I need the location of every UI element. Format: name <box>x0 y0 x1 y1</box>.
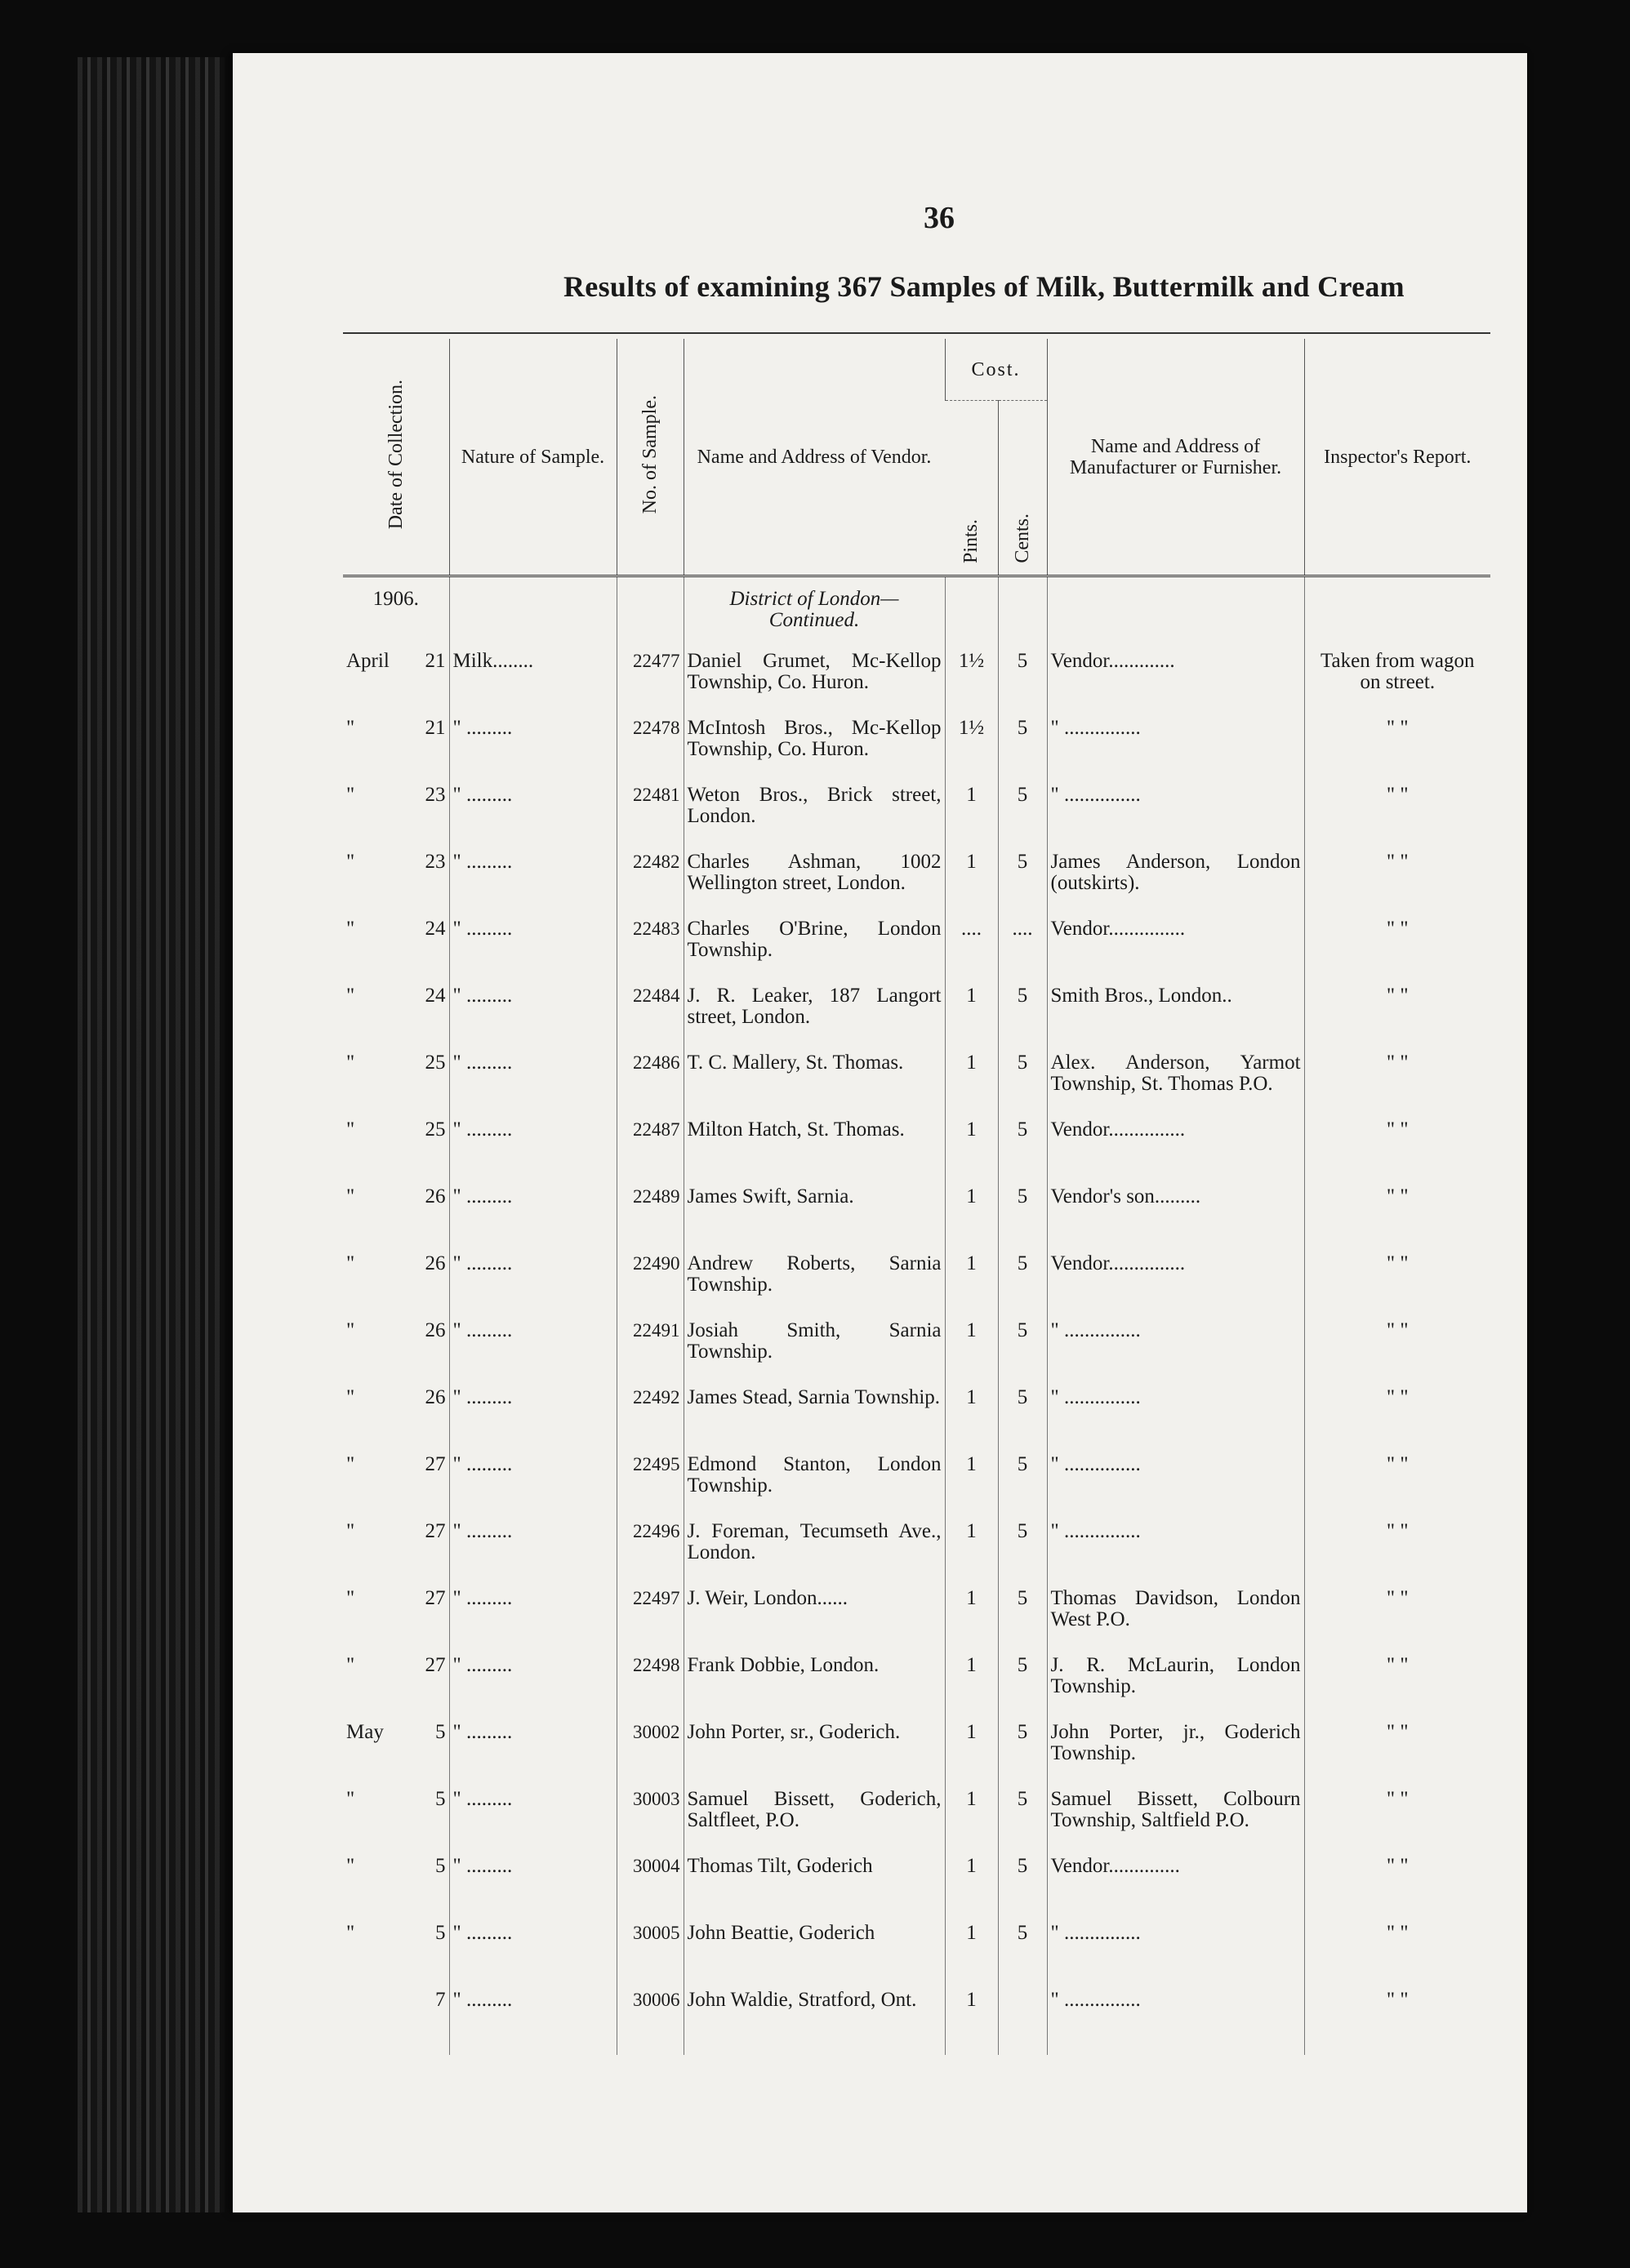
table-row <box>343 716 1490 783</box>
cents-cell: 5 <box>998 1452 1047 1519</box>
book-binding-edge <box>78 57 225 2212</box>
vendor-cell: John Beattie, Goderich <box>684 1921 945 1988</box>
nature-cell: Milk........ <box>449 649 617 716</box>
manufacturer-cell: Thomas Davidson, London West P.O. <box>1047 1586 1304 1653</box>
day-text: 26 <box>425 1386 446 1408</box>
date-cell <box>343 1118 449 1185</box>
table-row <box>343 1051 1490 1118</box>
pints-cell: 1 <box>945 1118 998 1185</box>
pints-cell: 1 <box>945 1385 998 1452</box>
nature-cell: " ......... <box>449 1653 617 1720</box>
pints-cell: 1 <box>945 1854 998 1921</box>
report-cell: " " <box>1304 1452 1490 1519</box>
number-cell: 22484 <box>617 984 684 1051</box>
nature-cell: " ......... <box>449 1252 617 1319</box>
table-row <box>343 1385 1490 1452</box>
date-cell <box>343 850 449 917</box>
header-cents: Cents. <box>998 401 1047 576</box>
report-cell: " " <box>1304 1185 1490 1252</box>
day-text: 23 <box>425 851 446 873</box>
report-cell: " " <box>1304 783 1490 850</box>
pints-cell: 1 <box>945 1452 998 1519</box>
nature-cell: " ......... <box>449 1921 617 1988</box>
nature-cell: " ......... <box>449 1185 617 1252</box>
pints-cell: 1 <box>945 1319 998 1385</box>
month-text: " <box>346 1587 355 1609</box>
number-cell: 22481 <box>617 783 684 850</box>
table-row <box>343 1921 1490 1988</box>
manufacturer-cell: Vendor.............. <box>1047 1854 1304 1921</box>
manufacturer-cell: " ............... <box>1047 716 1304 783</box>
cents-cell: 5 <box>998 984 1047 1051</box>
vendor-cell: Thomas Tilt, Goderich <box>684 1854 945 1921</box>
day-text: 23 <box>425 784 446 806</box>
header-pints: Pints. <box>960 518 982 563</box>
header-sample-number: No. of Sample. <box>617 339 684 576</box>
date-cell <box>343 1452 449 1519</box>
header-manufacturer: Name and Address of Manufacturer or Furnisher. <box>1047 339 1304 576</box>
table-row <box>343 850 1490 917</box>
number-cell: 22487 <box>617 1118 684 1185</box>
vendor-cell: J. Weir, London...... <box>684 1586 945 1653</box>
report-cell: " " <box>1304 917 1490 984</box>
district-label: District of London— Continued. <box>684 576 945 650</box>
nature-cell: " ......... <box>449 917 617 984</box>
day-text: 27 <box>425 1587 446 1609</box>
date-cell <box>343 649 449 716</box>
day-text: 26 <box>425 1185 446 1207</box>
nature-cell: " ......... <box>449 783 617 850</box>
day-text: 24 <box>425 918 446 940</box>
vendor-cell: Weton Bros., Brick street, London. <box>684 783 945 850</box>
pints-cell: 1 <box>945 1653 998 1720</box>
nature-cell: " ......... <box>449 1787 617 1854</box>
number-cell: 22497 <box>617 1586 684 1653</box>
manufacturer-cell: " ............... <box>1047 1319 1304 1385</box>
day-text: 21 <box>425 650 446 672</box>
report-cell: " " <box>1304 1854 1490 1921</box>
nature-cell: " ......... <box>449 1051 617 1118</box>
table-row <box>343 1185 1490 1252</box>
manufacturer-cell: " ............... <box>1047 1519 1304 1586</box>
table-row <box>343 917 1490 984</box>
day-text: 21 <box>425 717 446 739</box>
year-row <box>343 576 1490 650</box>
nature-cell: " ......... <box>449 1519 617 1586</box>
month-text: " <box>346 1520 355 1542</box>
manufacturer-cell: Vendor's son......... <box>1047 1185 1304 1252</box>
date-cell <box>343 783 449 850</box>
month-text: " <box>346 1319 355 1341</box>
pints-cell: 1 <box>945 1185 998 1252</box>
pints-cell: 1 <box>945 1988 998 2055</box>
number-cell: 30006 <box>617 1988 684 2055</box>
vendor-cell: Samuel Bissett, Goderich, Saltfleet, P.O. <box>684 1787 945 1854</box>
pints-cell: 1 <box>945 984 998 1051</box>
header-vendor: Name and Address of Vendor. <box>684 339 945 576</box>
pints-cell: .... <box>945 917 998 984</box>
cents-cell: 5 <box>998 1787 1047 1854</box>
cents-cell: 5 <box>998 1252 1047 1319</box>
date-cell <box>343 1854 449 1921</box>
title-rule <box>343 332 1490 334</box>
day-text: 25 <box>425 1118 446 1141</box>
date-cell <box>343 1653 449 1720</box>
table-row <box>343 1720 1490 1787</box>
number-cell: 22486 <box>617 1051 684 1118</box>
day-text: 27 <box>425 1453 446 1475</box>
table-row <box>343 984 1490 1051</box>
month-text: " <box>346 1654 355 1676</box>
table-row <box>343 1252 1490 1319</box>
cents-cell: 5 <box>998 716 1047 783</box>
month-text: " <box>346 1855 355 1877</box>
report-cell: " " <box>1304 716 1490 783</box>
manufacturer-cell: Smith Bros., London.. <box>1047 984 1304 1051</box>
month-text: " <box>346 784 355 806</box>
report-cell: " " <box>1304 1586 1490 1653</box>
date-cell <box>343 917 449 984</box>
pints-cell: 1 <box>945 1787 998 1854</box>
number-cell: 30003 <box>617 1787 684 1854</box>
date-cell <box>343 1720 449 1787</box>
month-text: " <box>346 1185 355 1207</box>
date-cell <box>343 1185 449 1252</box>
nature-cell: " ......... <box>449 1118 617 1185</box>
number-cell: 22490 <box>617 1252 684 1319</box>
table-row <box>343 1653 1490 1720</box>
cents-cell: 5 <box>998 1586 1047 1653</box>
table-row <box>343 1586 1490 1653</box>
table-row <box>343 1452 1490 1519</box>
table-row <box>343 1118 1490 1185</box>
report-cell: " " <box>1304 1519 1490 1586</box>
date-cell <box>343 1921 449 1988</box>
pints-cell: 1 <box>945 1921 998 1988</box>
table-row <box>343 1854 1490 1921</box>
date-cell <box>343 984 449 1051</box>
day-text: 26 <box>425 1252 446 1274</box>
day-text: 27 <box>425 1520 446 1542</box>
header-date: Date of Collection. <box>385 379 407 530</box>
header-cost: Cost. <box>945 339 1047 401</box>
manufacturer-cell: " ............... <box>1047 1988 1304 2055</box>
day-text: 25 <box>425 1052 446 1074</box>
month-text: May <box>346 1721 384 1743</box>
cents-cell: 5 <box>998 1921 1047 1988</box>
pints-cell: 1 <box>945 1519 998 1586</box>
report-cell: " " <box>1304 1252 1490 1319</box>
manufacturer-cell: Vendor............... <box>1047 917 1304 984</box>
date-cell <box>343 1319 449 1385</box>
month-text: " <box>346 1788 355 1810</box>
pints-cell: 1½ <box>945 649 998 716</box>
year-label: 1906. <box>372 588 419 610</box>
report-cell: " " <box>1304 850 1490 917</box>
table-row <box>343 783 1490 850</box>
date-cell <box>343 1385 449 1452</box>
table-row <box>343 1519 1490 1586</box>
report-cell: " " <box>1304 1720 1490 1787</box>
number-cell: 30005 <box>617 1921 684 1988</box>
table-row <box>343 649 1490 716</box>
month-text: April <box>346 650 390 672</box>
cents-cell: 5 <box>998 1185 1047 1252</box>
vendor-cell: John Porter, sr., Goderich. <box>684 1720 945 1787</box>
month-text: " <box>346 1252 355 1274</box>
nature-cell: " ......... <box>449 1586 617 1653</box>
vendor-cell: Charles O'Brine, London Township. <box>684 917 945 984</box>
vendor-cell: J. R. Leaker, 187 Langort street, London. <box>684 984 945 1051</box>
vendor-cell: Andrew Roberts, Sarnia Township. <box>684 1252 945 1319</box>
report-cell: " " <box>1304 1118 1490 1185</box>
manufacturer-cell: " ............... <box>1047 1385 1304 1452</box>
cents-cell: 5 <box>998 783 1047 850</box>
manufacturer-cell: Samuel Bissett, Colbourn Township, Saltfield P.O. <box>1047 1787 1304 1854</box>
page-number: 36 <box>924 201 955 235</box>
vendor-cell: T. C. Mallery, St. Thomas. <box>684 1051 945 1118</box>
date-cell <box>343 716 449 783</box>
pints-cell: 1 <box>945 1252 998 1319</box>
vendor-cell: Milton Hatch, St. Thomas. <box>684 1118 945 1185</box>
vendor-cell: James Stead, Sarnia Township. <box>684 1385 945 1452</box>
cents-cell <box>998 1988 1047 2055</box>
number-cell: 30004 <box>617 1854 684 1921</box>
header-report: Inspector's Report. <box>1304 339 1490 576</box>
pints-cell: 1 <box>945 1586 998 1653</box>
cents-cell: 5 <box>998 649 1047 716</box>
nature-cell: " ......... <box>449 1452 617 1519</box>
day-text: 7 <box>435 1989 446 2011</box>
number-cell: 22495 <box>617 1452 684 1519</box>
nature-cell: " ......... <box>449 984 617 1051</box>
cents-cell: 5 <box>998 1051 1047 1118</box>
table-row <box>343 1988 1490 2055</box>
nature-cell: " ......... <box>449 1720 617 1787</box>
day-text: 24 <box>425 985 446 1007</box>
cents-cell: .... <box>998 917 1047 984</box>
vendor-cell: James Swift, Sarnia. <box>684 1185 945 1252</box>
manufacturer-cell: " ............... <box>1047 1452 1304 1519</box>
manufacturer-cell: " ............... <box>1047 1921 1304 1988</box>
nature-cell: " ......... <box>449 716 617 783</box>
vendor-cell: McIntosh Bros., Mc-Kellop Township, Co. Huron. <box>684 716 945 783</box>
pints-cell: 1 <box>945 783 998 850</box>
number-cell: 22491 <box>617 1319 684 1385</box>
number-cell: 22492 <box>617 1385 684 1452</box>
number-cell: 22477 <box>617 649 684 716</box>
vendor-cell: Daniel Grumet, Mc-Kellop Township, Co. Huron. <box>684 649 945 716</box>
month-text: " <box>346 1386 355 1408</box>
day-text: 5 <box>435 1855 446 1877</box>
number-cell: 22498 <box>617 1653 684 1720</box>
vendor-cell: Frank Dobbie, London. <box>684 1653 945 1720</box>
number-cell: 22482 <box>617 850 684 917</box>
vendor-cell: Charles Ashman, 1002 Wellington street, London. <box>684 850 945 917</box>
pints-cell: 1 <box>945 1051 998 1118</box>
month-text: " <box>346 717 355 739</box>
date-cell <box>343 1988 449 2055</box>
pints-cell: 1 <box>945 1720 998 1787</box>
day-text: 5 <box>435 1721 446 1743</box>
nature-cell: " ......... <box>449 1385 617 1452</box>
date-cell <box>343 1519 449 1586</box>
nature-cell: " ......... <box>449 1319 617 1385</box>
nature-cell: " ......... <box>449 850 617 917</box>
report-cell: " " <box>1304 1319 1490 1385</box>
vendor-cell: John Waldie, Stratford, Ont. <box>684 1988 945 2055</box>
cents-cell: 5 <box>998 1118 1047 1185</box>
month-text: " <box>346 1922 355 1944</box>
number-cell: 22489 <box>617 1185 684 1252</box>
month-text: " <box>346 851 355 873</box>
date-cell <box>343 1787 449 1854</box>
report-cell: " " <box>1304 1051 1490 1118</box>
vendor-cell: J. Foreman, Tecumseth Ave., London. <box>684 1519 945 1586</box>
cents-cell: 5 <box>998 1653 1047 1720</box>
manufacturer-cell: John Porter, jr., Goderich Township. <box>1047 1720 1304 1787</box>
date-cell <box>343 1252 449 1319</box>
vendor-cell: Edmond Stanton, London Township. <box>684 1452 945 1519</box>
report-cell: " " <box>1304 1787 1490 1854</box>
report-cell: " " <box>1304 1653 1490 1720</box>
number-cell: 22496 <box>617 1519 684 1586</box>
day-text: 5 <box>435 1788 446 1810</box>
month-text: " <box>346 985 355 1007</box>
month-text: " <box>346 1052 355 1074</box>
manufacturer-cell: Vendor............... <box>1047 1252 1304 1319</box>
manufacturer-cell: James Anderson, London (outskirts). <box>1047 850 1304 917</box>
number-cell: 30002 <box>617 1720 684 1787</box>
report-cell: " " <box>1304 1921 1490 1988</box>
table-row <box>343 1319 1490 1385</box>
cents-cell: 5 <box>998 1720 1047 1787</box>
month-text: " <box>346 1118 355 1141</box>
report-cell: " " <box>1304 1385 1490 1452</box>
date-cell <box>343 1051 449 1118</box>
pints-cell: 1 <box>945 850 998 917</box>
document-page <box>233 53 1527 2212</box>
date-cell <box>343 1586 449 1653</box>
manufacturer-cell: Vendor............. <box>1047 649 1304 716</box>
number-cell: 22483 <box>617 917 684 984</box>
manufacturer-cell: Vendor............... <box>1047 1118 1304 1185</box>
report-cell: " " <box>1304 984 1490 1051</box>
day-text: 27 <box>425 1654 446 1676</box>
cents-cell: 5 <box>998 850 1047 917</box>
nature-cell: " ......... <box>449 1988 617 2055</box>
day-text: 5 <box>435 1922 446 1944</box>
header-nature: Nature of Sample. <box>449 339 617 576</box>
cents-cell: 5 <box>998 1519 1047 1586</box>
manufacturer-cell: " ............... <box>1047 783 1304 850</box>
month-text: " <box>346 1453 355 1475</box>
samples-table <box>343 339 1490 2055</box>
month-text: " <box>346 918 355 940</box>
cents-cell: 5 <box>998 1319 1047 1385</box>
table-row <box>343 1787 1490 1854</box>
nature-cell: " ......... <box>449 1854 617 1921</box>
page-title: Results of examining 367 Samples of Milk, Buttermilk and Cream <box>563 270 1405 303</box>
manufacturer-cell: J. R. McLaurin, London Township. <box>1047 1653 1304 1720</box>
cents-cell: 5 <box>998 1854 1047 1921</box>
manufacturer-cell: Alex. Anderson, Yarmot Township, St. Thomas P.O. <box>1047 1051 1304 1118</box>
pints-cell: 1½ <box>945 716 998 783</box>
vendor-cell: Josiah Smith, Sarnia Township. <box>684 1319 945 1385</box>
number-cell: 22478 <box>617 716 684 783</box>
report-cell: Taken from wagon on street. <box>1304 649 1490 716</box>
report-cell: " " <box>1304 1988 1490 2055</box>
cents-cell: 5 <box>998 1385 1047 1452</box>
day-text: 26 <box>425 1319 446 1341</box>
